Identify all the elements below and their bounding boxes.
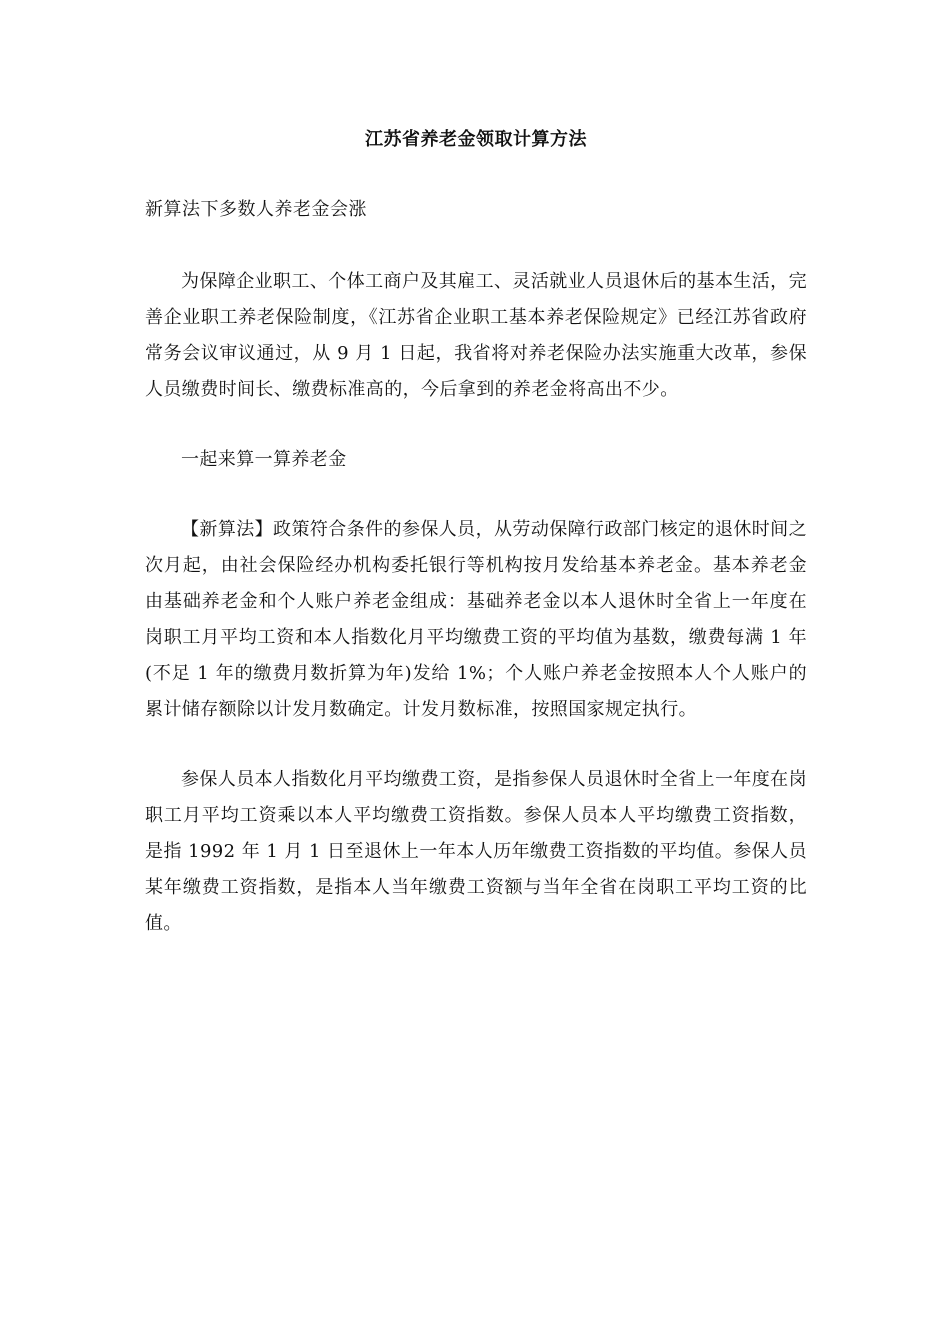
- paragraph-index-definition: 参保人员本人指数化月平均缴费工资，是指参保人员退休时全省上一年度在岗职工月平均工资乘以本人平均缴费工资指数。参保人员本人平均缴费工资指数，是指 1992 年 1 月 1 日至退休上一年本人历年缴费工资指数的平均值。参保人员某年缴费工资指数，是指本人当年缴费工资额与当年全省在岗职工平均工资的比值。: [145, 769, 807, 934]
- document-subheading: 新算法下多数人养老金会涨: [145, 199, 367, 220]
- document-body: [145, 122, 807, 942]
- paragraph-intro: 为保障企业职工、个体工商户及其雇工、灵活就业人员退休后的基本生活，完善企业职工养老保险制度，《江苏省企业职工基本养老保险规定》已经江苏省政府常务会议审议通过，从 9 月 1 日起，我省将对养老保险办法实施重大改革，参保人员缴费时间长、缴费标准高的，今后拿到的养老金将高出不少。: [145, 271, 807, 400]
- document-title: 江苏省养老金领取计算方法: [365, 129, 587, 150]
- paragraph-section-heading: 一起来算一算养老金: [181, 449, 347, 470]
- paragraph-new-method: 【新算法】政策符合条件的参保人员，从劳动保障行政部门核定的退休时间之次月起，由社会保险经办机构委托银行等机构按月发给基本养老金。基本养老金由基础养老金和个人账户养老金组成：基础养老金以本人退休时全省上一年度在岗职工月平均工资和本人指数化月平均缴费工资的平均值为基数，缴费每满 1 年(不足 1 年的缴费月数折算为年)发给 1%；个人账户养老金按照本人个人账户的累计储存额除以计发月数确定。计发月数标准，按照国家规定执行。: [145, 519, 807, 720]
